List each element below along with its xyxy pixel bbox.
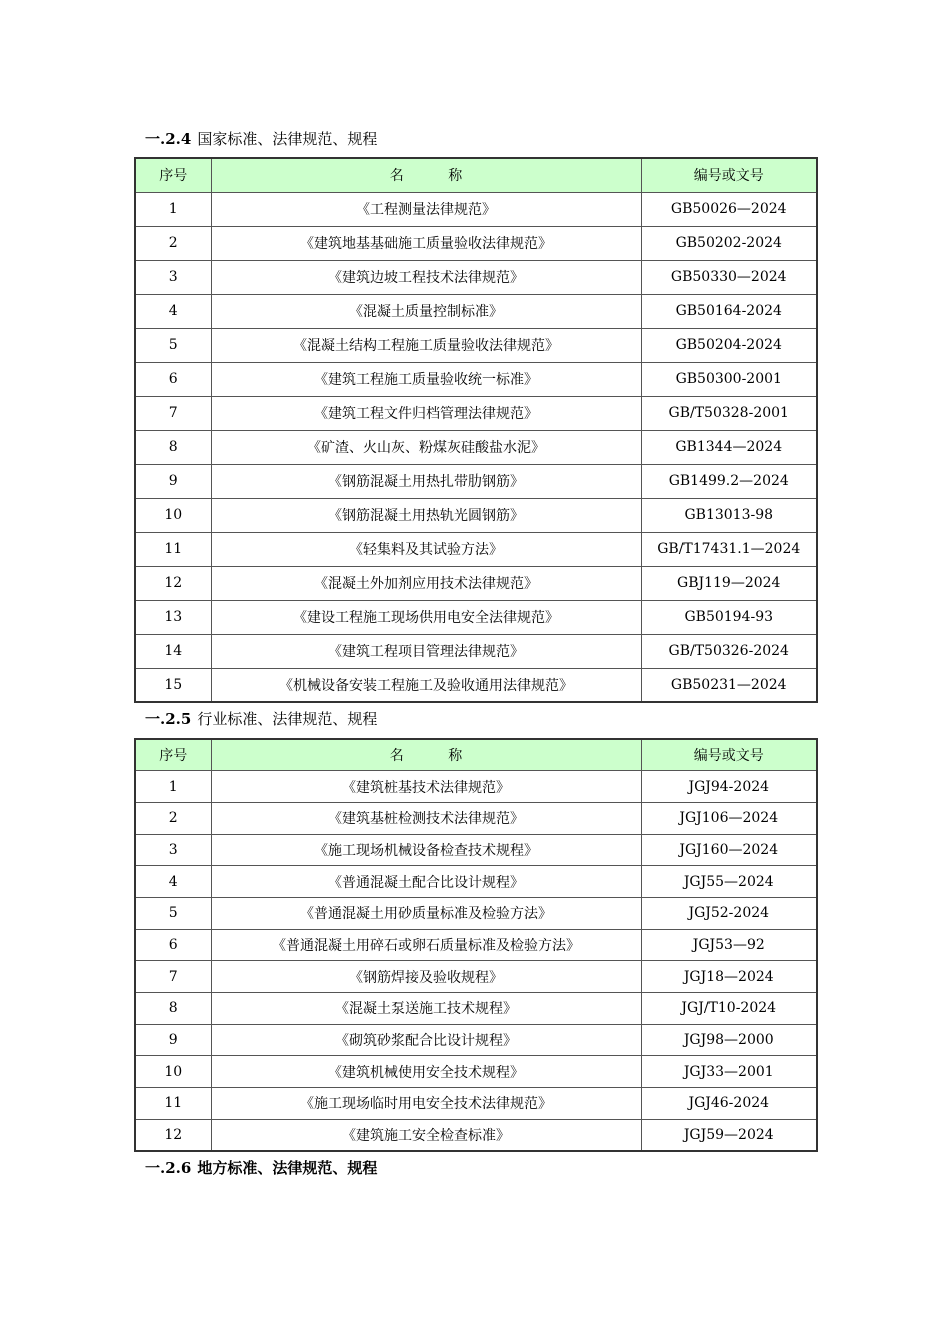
row-name: 《混凝土外加剂应用技术法律规范》 bbox=[211, 566, 641, 600]
table-row bbox=[135, 834, 817, 866]
table-body bbox=[135, 771, 817, 1151]
row-name: 《建设工程施工现场供用电安全法律规范》 bbox=[211, 600, 641, 634]
table-row bbox=[135, 498, 817, 532]
row-index: 11 bbox=[135, 1088, 211, 1120]
header-name: 名 称 bbox=[211, 158, 641, 192]
row-index: 6 bbox=[135, 362, 211, 396]
table-row bbox=[135, 1056, 817, 1088]
row-name: 《建筑桩基技术法律规范》 bbox=[211, 771, 641, 803]
table-row bbox=[135, 1119, 817, 1151]
table-row bbox=[135, 396, 817, 430]
row-name: 《砌筑砂浆配合比设计规程》 bbox=[211, 1024, 641, 1056]
table-row bbox=[135, 226, 817, 260]
row-index: 14 bbox=[135, 634, 211, 668]
row-code: GB50026—2024 bbox=[641, 192, 817, 226]
row-index: 5 bbox=[135, 328, 211, 362]
row-index: 4 bbox=[135, 294, 211, 328]
row-index: 10 bbox=[135, 498, 211, 532]
section-title: 行业标准、法律规范、规程 bbox=[197, 710, 378, 728]
row-code: JGJ106—2024 bbox=[641, 802, 817, 834]
table-row bbox=[135, 600, 817, 634]
table-row bbox=[135, 430, 817, 464]
table-row bbox=[135, 634, 817, 668]
row-code: JGJ59—2024 bbox=[641, 1119, 817, 1151]
table-row bbox=[135, 328, 817, 362]
row-index: 3 bbox=[135, 260, 211, 294]
national-standards-table bbox=[134, 157, 818, 703]
row-name: 《矿渣、火山灰、粉煤灰硅酸盐水泥》 bbox=[211, 430, 641, 464]
row-index: 2 bbox=[135, 802, 211, 834]
row-code: GB50330—2024 bbox=[641, 260, 817, 294]
header-code: 编号或文号 bbox=[641, 739, 817, 771]
row-name: 《建筑工程施工质量验收统一标准》 bbox=[211, 362, 641, 396]
industry-standards-table bbox=[134, 738, 818, 1152]
table-row bbox=[135, 1024, 817, 1056]
section-number: 一.2.6 bbox=[145, 1159, 192, 1177]
row-code: JGJ52-2024 bbox=[641, 897, 817, 929]
row-index: 8 bbox=[135, 430, 211, 464]
table-row bbox=[135, 532, 817, 566]
table-row bbox=[135, 802, 817, 834]
row-index: 6 bbox=[135, 929, 211, 961]
section-title: 地方标准、法律规范、规程 bbox=[197, 1159, 378, 1177]
table-header-row bbox=[135, 158, 817, 192]
row-code: JGJ94-2024 bbox=[641, 771, 817, 803]
table-row bbox=[135, 771, 817, 803]
table-row bbox=[135, 294, 817, 328]
row-code: GB1499.2—2024 bbox=[641, 464, 817, 498]
section-heading-local bbox=[145, 1157, 377, 1178]
row-name: 《建筑地基基础施工质量验收法律规范》 bbox=[211, 226, 641, 260]
header-index: 序号 bbox=[135, 739, 211, 771]
row-name: 《建筑工程文件归档管理法律规范》 bbox=[211, 396, 641, 430]
section-heading-industry bbox=[145, 708, 377, 729]
row-name: 《普通混凝土配合比设计规程》 bbox=[211, 866, 641, 898]
table-row bbox=[135, 961, 817, 993]
row-code: JGJ160—2024 bbox=[641, 834, 817, 866]
row-code: GB/T50326-2024 bbox=[641, 634, 817, 668]
row-code: GBJ119—2024 bbox=[641, 566, 817, 600]
row-name: 《混凝土结构工程施工质量验收法律规范》 bbox=[211, 328, 641, 362]
row-name: 《建筑工程项目管理法律规范》 bbox=[211, 634, 641, 668]
row-name: 《钢筋混凝土用热扎带肋钢筋》 bbox=[211, 464, 641, 498]
header-name: 名 称 bbox=[211, 739, 641, 771]
row-name: 《钢筋混凝土用热轨光圆钢筋》 bbox=[211, 498, 641, 532]
row-code: JGJ33—2001 bbox=[641, 1056, 817, 1088]
row-code: JGJ/T10-2024 bbox=[641, 993, 817, 1025]
row-name: 《机械设备安装工程施工及验收通用法律规范》 bbox=[211, 668, 641, 702]
row-name: 《普通混凝土用砂质量标准及检验方法》 bbox=[211, 897, 641, 929]
table-row bbox=[135, 866, 817, 898]
row-code: JGJ53—92 bbox=[641, 929, 817, 961]
header-code: 编号或文号 bbox=[641, 158, 817, 192]
row-code: JGJ18—2024 bbox=[641, 961, 817, 993]
table-row bbox=[135, 668, 817, 702]
row-index: 5 bbox=[135, 897, 211, 929]
row-name: 《建筑基桩检测技术法律规范》 bbox=[211, 802, 641, 834]
row-index: 8 bbox=[135, 993, 211, 1025]
row-code: JGJ98—2000 bbox=[641, 1024, 817, 1056]
row-index: 7 bbox=[135, 961, 211, 993]
section-number: 一.2.4 bbox=[145, 130, 192, 148]
table-row bbox=[135, 192, 817, 226]
row-name: 《施工现场机械设备检查技术规程》 bbox=[211, 834, 641, 866]
row-name: 《钢筋焊接及验收规程》 bbox=[211, 961, 641, 993]
row-index: 3 bbox=[135, 834, 211, 866]
row-code: JGJ46-2024 bbox=[641, 1088, 817, 1120]
row-index: 10 bbox=[135, 1056, 211, 1088]
table-row bbox=[135, 464, 817, 498]
section-heading-national bbox=[145, 128, 377, 149]
header-index: 序号 bbox=[135, 158, 211, 192]
row-name: 《建筑机械使用安全技术规程》 bbox=[211, 1056, 641, 1088]
table-row bbox=[135, 897, 817, 929]
row-index: 1 bbox=[135, 771, 211, 803]
table-row bbox=[135, 566, 817, 600]
section-title: 国家标准、法律规范、规程 bbox=[197, 130, 378, 148]
table-row bbox=[135, 993, 817, 1025]
section-number: 一.2.5 bbox=[145, 710, 192, 728]
row-index: 13 bbox=[135, 600, 211, 634]
row-name: 《轻集料及其试验方法》 bbox=[211, 532, 641, 566]
row-index: 15 bbox=[135, 668, 211, 702]
table-body bbox=[135, 192, 817, 702]
row-index: 9 bbox=[135, 464, 211, 498]
row-code: GB50202-2024 bbox=[641, 226, 817, 260]
row-name: 《建筑边坡工程技术法律规范》 bbox=[211, 260, 641, 294]
row-name: 《混凝土泵送施工技术规程》 bbox=[211, 993, 641, 1025]
row-name: 《普通混凝土用碎石或卵石质量标准及检验方法》 bbox=[211, 929, 641, 961]
row-name: 《建筑施工安全检查标准》 bbox=[211, 1119, 641, 1151]
row-index: 2 bbox=[135, 226, 211, 260]
table-row bbox=[135, 1088, 817, 1120]
row-name: 《施工现场临时用电安全技术法律规范》 bbox=[211, 1088, 641, 1120]
row-code: GB50231—2024 bbox=[641, 668, 817, 702]
row-index: 4 bbox=[135, 866, 211, 898]
row-code: GB1344—2024 bbox=[641, 430, 817, 464]
row-index: 1 bbox=[135, 192, 211, 226]
table-row bbox=[135, 260, 817, 294]
row-code: GB/T17431.1—2024 bbox=[641, 532, 817, 566]
row-index: 12 bbox=[135, 566, 211, 600]
table-row bbox=[135, 362, 817, 396]
row-code: GB50204-2024 bbox=[641, 328, 817, 362]
row-index: 7 bbox=[135, 396, 211, 430]
row-index: 12 bbox=[135, 1119, 211, 1151]
row-name: 《工程测量法律规范》 bbox=[211, 192, 641, 226]
row-code: GB50194-93 bbox=[641, 600, 817, 634]
table-header-row bbox=[135, 739, 817, 771]
table-row bbox=[135, 929, 817, 961]
row-code: GB50164-2024 bbox=[641, 294, 817, 328]
row-index: 9 bbox=[135, 1024, 211, 1056]
row-index: 11 bbox=[135, 532, 211, 566]
row-name: 《混凝土质量控制标准》 bbox=[211, 294, 641, 328]
row-code: GB/T50328-2001 bbox=[641, 396, 817, 430]
row-code: GB13013-98 bbox=[641, 498, 817, 532]
row-code: JGJ55—2024 bbox=[641, 866, 817, 898]
row-code: GB50300-2001 bbox=[641, 362, 817, 396]
